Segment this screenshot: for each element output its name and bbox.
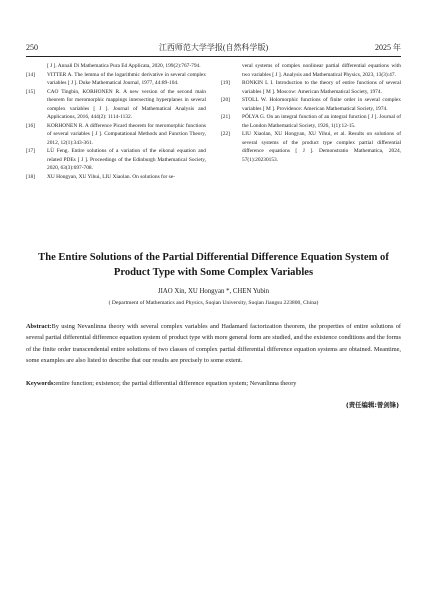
running-header xyxy=(26,42,401,57)
references-right-column xyxy=(221,62,401,164)
abstract xyxy=(26,321,401,367)
reference-text: XU Hongyan, XU Yihui, LIU Xiaolan. On solutions for se- xyxy=(47,173,175,180)
author-list: JIAO Xin, XU Hongyan *, CHEN Yubin xyxy=(157,288,270,295)
abstract-label: Abstract: xyxy=(26,323,52,330)
reference-entry xyxy=(26,71,206,88)
reference-text: CAO Tingbin, KORHONEN R. A new version of the second main theorem for meromorphic mappings intersecting hyperplanes in several complex variables [ J ]. Journal of Mathematical Analysis and Applications, 2016, 444(2): 1114-1132. xyxy=(47,88,206,120)
reference-text: RONKIN L I. Introduction to the theory of entire functions of several variables [ M ]. Moscow: American Mathematical Society, 1974. xyxy=(242,80,401,95)
reference-number: [14] xyxy=(26,71,35,78)
reference-number: [18] xyxy=(26,173,35,180)
keywords-label: Keywords: xyxy=(26,380,56,387)
keywords-text: entire function; existence; the partial differential difference equation system; Nevanlinna theory xyxy=(55,380,297,387)
reference-number: [17] xyxy=(26,148,35,154)
references-left-column xyxy=(26,62,206,181)
reference-entry xyxy=(221,130,401,164)
paper-title: The Entire Solutions of the Partial Differential Difference Equation System of Product Type with Some Complex Variables xyxy=(38,252,389,278)
reference-text: KORHONEN R. A difference Picard theorem for meromorphic functions of several variables [ J ]. Computational Methods and Function Theory, 2012, 12(1):343-361. xyxy=(47,122,206,146)
reference-text: [ J ]. Annali Di Mathematica Pura Ed Applicata, 2020, 199(2):767-794. xyxy=(47,63,201,69)
reference-entry xyxy=(26,122,206,148)
reference-entry xyxy=(26,173,206,182)
author-affiliation: ( Department of Mathematics and Physics, Suqian University, Suqian Jiangsu 223800, China) xyxy=(108,300,319,306)
responsible-editor: (责任编辑:曾剑锋) xyxy=(345,401,399,409)
reference-number: [16] xyxy=(26,122,35,129)
reference-entry xyxy=(221,79,401,96)
reference-number: [21] xyxy=(221,114,230,120)
reference-number: [19] xyxy=(221,80,230,86)
publication-year: 2025 年 xyxy=(375,43,401,52)
reference-entry xyxy=(221,96,401,113)
journal-name: 江西师范大学学报(自然科学版) xyxy=(158,43,269,52)
reference-entry xyxy=(221,113,401,130)
reference-entry xyxy=(26,147,206,173)
reference-text: PÓLYA G. On an integral function of an integral function [ J ]. Journal of the London Mathematical Society, 1926, 1(1):12-15. xyxy=(242,114,401,129)
reference-number: [20] xyxy=(221,97,230,103)
reference-text: STOLL W. Holomorphic functions of finite order in several complex variables [ M ]. Providence: American Mathematical Society, 1974. xyxy=(242,97,401,112)
reference-entry xyxy=(26,62,206,71)
reference-text: LÜ Feng. Entire solutions of a variation of the eikonal equation and related PDEs [ J ]. Proceedings of the Edinburgh Mathematical Society, 2020, 63(3):697-708. xyxy=(47,148,206,171)
keywords xyxy=(26,378,401,389)
reference-number: [22] xyxy=(221,131,230,137)
abstract-text: By using Nevanlinna theory with several complex variables and Hadamard factorization theorem, the properties of entire solutions of several partial differential difference equation system of product type with more general form are studied, and the existence conditions and the forms of the finite order transcendental entire solutions of two classes of complex partial differential difference equation systems are obtained. Meantime, some examples are also listed to describe that our results are precisely to some extent. xyxy=(26,323,401,365)
reference-text: veral systems of complex nonlinear partial differential equations with two variables [ J ]. Analysis and Mathematical Physics, 2023, 13(3):47. xyxy=(242,63,401,78)
reference-text: VITTER A. The lemma of the logarithmic derivative in several complex variables [ J ]. Duke Mathematical Journal, 1977, 44:89-104. xyxy=(47,71,206,86)
reference-entry xyxy=(26,88,206,122)
reference-text: LIU Xiaolan, XU Hongyan, XU Yihui, et al. Results on solutions of several systems of the product type complex partial differential difference equations [ J ]. Demonstratio Mathematica, 2024, 57(1):20230153. xyxy=(242,131,401,163)
reference-number: [15] xyxy=(26,88,35,95)
reference-entry xyxy=(221,62,401,79)
page-number: 250 xyxy=(26,43,38,52)
